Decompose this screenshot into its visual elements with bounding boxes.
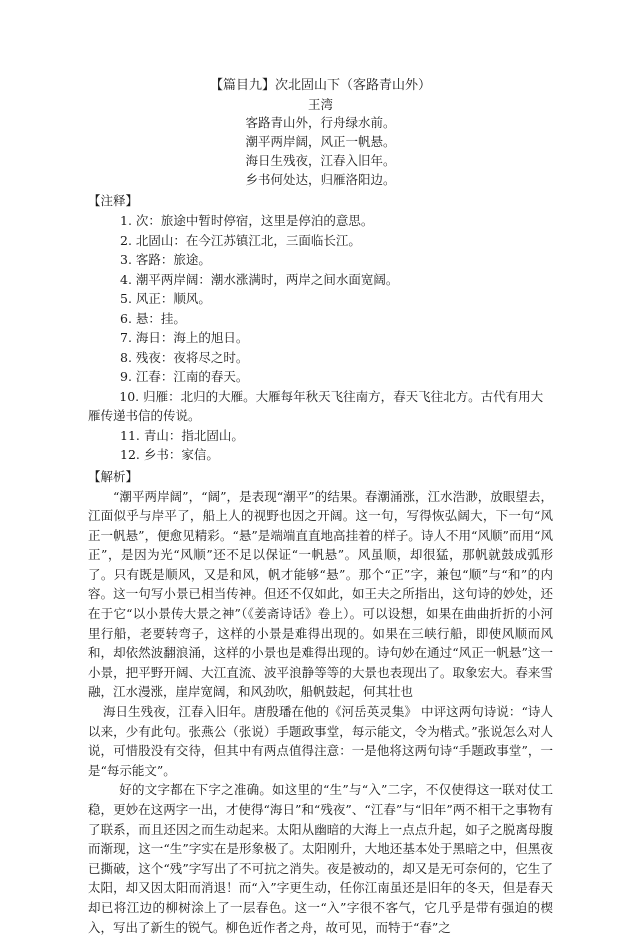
analysis-paragraph: 好的文字都在下字之准确。如这里的“生”与“入”二字，不仅使得这一联对仗工稳，更妙在这两字一出，才使得“海日”和“残夜”、“江春”与“旧年”两不相干之事物有了联系，而且还因之而生动起来。太阳从幽暗的大海上一点点升起，如子之脱离母腹而渐现，这一“生”字实在是形象极了。太阳刚升，大地还基本处于黑暗之中，但黑夜已撕破，这个“残”字写出了不可抗之消失。夜是被动的，却又是无可奈何的，它生了太阳，却又因太阳而消退！而“入”字更生动，任你江南虽还是旧年的冬天，但是春天却已将江边的柳树涂上了一层春色。这一“入”字很不客气，它几乎是带有强迫的楔入，写出了新生的锐气。柳色近作者之舟，故可见，而特于“春”之 xyxy=(88,782,553,935)
note-item: 12. 乡书：家信。 xyxy=(120,447,219,462)
note-item: 4. 潮平两岸阔：潮水涨满时，两岸之间水面宽阔。 xyxy=(120,271,399,287)
poem-line: 客路青山外，行舟绿水前。 xyxy=(245,115,396,130)
poem-lines xyxy=(88,113,553,189)
note-item: 2. 北固山：在今江苏镇江北，三面临长江。 xyxy=(120,232,361,248)
note-item: 6. 悬：挂。 xyxy=(120,310,186,326)
notes-list xyxy=(88,211,553,465)
poem-line: 海日生残夜，江春入旧年。 xyxy=(245,153,396,168)
poem-author: 王湾 xyxy=(307,97,333,112)
note-item: 3. 客路：旅途。 xyxy=(120,252,211,267)
poem-line: 乡书何处达，归雁洛阳边。 xyxy=(245,172,396,187)
poem-line: 潮平两岸阔，风正一帆悬。 xyxy=(245,134,396,149)
poem-title: 【篇目九】次北固山下（客路青山外） xyxy=(209,78,431,93)
document-body xyxy=(88,77,553,937)
analysis-paragraph: 海日生残夜，江春入旧年。唐殷璠在他的《河岳英灵集》 中评这两句诗说：“诗人以来，少有此句。张燕公（张说）手题政事堂，每示能文，令为楷式。”张说怎么对人说，可惜股没有交待，但其中有两点值得注意：一是他将这两句诗“手题政事堂”，一是“每示能文”。 xyxy=(88,704,553,778)
note-item: 9. 江春：江南的春天。 xyxy=(120,369,249,384)
note-item: 10. 归雁：北归的大雁。大雁每年秋天飞往南方，春天飞往北方。古代有用大雁传递书信的传说。 xyxy=(88,388,544,423)
note-item: 7. 海日：海上的旭日。 xyxy=(120,330,249,345)
note-item: 5. 风正：顺风。 xyxy=(120,291,211,306)
note-item: 1. 次：旅途中暂时停宿，这里是停泊的意思。 xyxy=(120,213,374,228)
note-item: 11. 青山：指北固山。 xyxy=(120,427,244,443)
analysis-heading: 【解析】 xyxy=(88,468,139,484)
notes-heading: 【注释】 xyxy=(88,193,139,208)
analysis-paragraph: “潮平两岸阔”，“阔”，是表现“潮平”的结果。春潮涌涨，江水浩渺，放眼望去，江面似乎与岸平了，船上人的视野也因之开阔。这一句，写得恢弘阔大，下一句“风正一帆悬”，便愈见精彩。“悬”是端端直直地高挂着的样子。诗人不用“风顺”而用“风正”，是因为光“风顺”还不足以保证“一帆悬”。风虽顺，却很猛，那帆就鼓成弧形了。只有既是顺风，又是和风，帆才能够“悬”。那个“正”字，兼包“顺”与“和”的内容。这一句写小景已相当传神。但还不仅如此，如王夫之所指出，这句诗的妙处，还在于它“以小景传大景之神”（《姜斋诗话》卷上）。可以设想，如果在曲曲折折的小河里行船，老要转弯子，这样的小景是难得出现的。如果在三峡行船，即使风顺而风和，却依然波翻浪涌，这样的小景也是难得出现的。诗句妙在通过“风正一帆悬”这一小景，把平野开阔、大江直流、波平浪静等等的大景也表现出了。取象宏大。春来雪融，江水漫涨，崖岸宽阔，和风劲吹，船帆鼓起，何其壮也 xyxy=(88,488,553,700)
note-item: 8. 残夜：夜将尽之时。 xyxy=(120,349,249,365)
